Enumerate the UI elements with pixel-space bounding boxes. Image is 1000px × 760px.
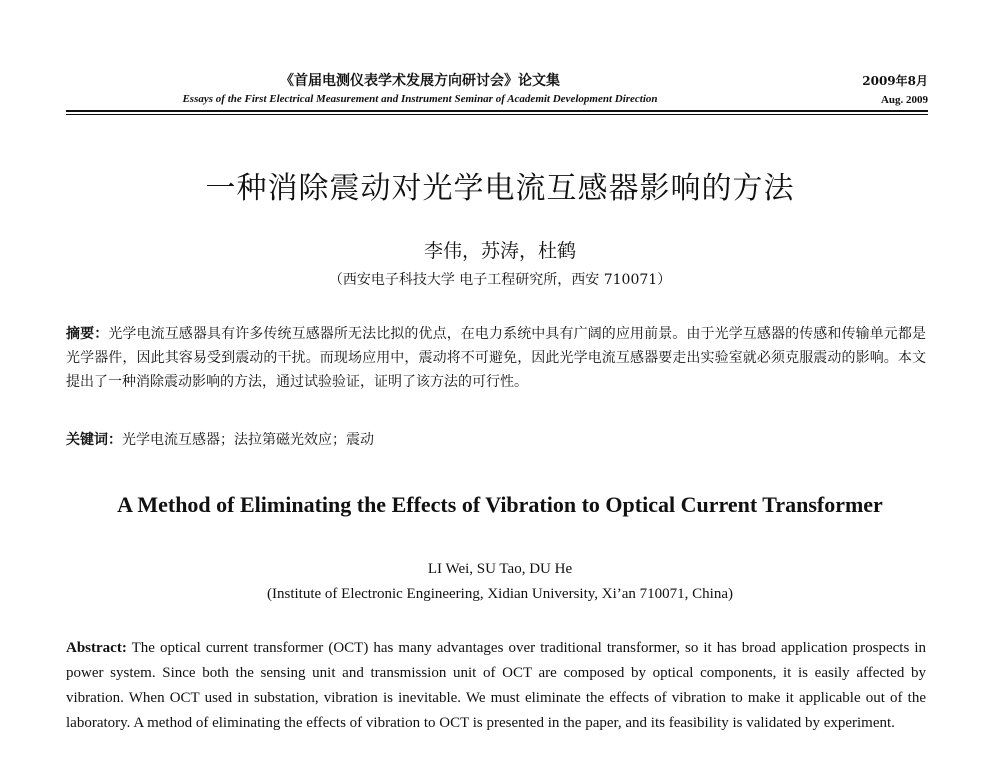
keywords-cn xyxy=(66,428,926,452)
paper-title-cn: 一种消除震动对光学电流互感器影响的方法 xyxy=(205,171,795,206)
abstract-en xyxy=(66,636,926,736)
journal-title-cn: 《首届电测仪表学术发展方向研讨会》论文集 xyxy=(280,73,560,89)
authors-cn: 李伟，苏涛，杜鹤 xyxy=(423,240,576,262)
keywords-cn-label: 关键词： xyxy=(66,432,122,448)
abstract-en-label: Abstract: xyxy=(66,640,127,656)
abstract-en-text: The optical current transformer (OCT) has many advantages over traditional transformer, so it has broad application prospects in power system. Since both the sensing unit and transmission unit of OCT are composed by optical components, it is easily affected by vibration. When OCT used in substation, vibration is inevitable. We must eliminate the effects of vibration to make it applicable out of the laboratory. A method of eliminating the effects of vibration to OCT is presented in the paper, and its feasibility is validated by experiment. xyxy=(66,640,927,731)
header-rule-thick xyxy=(66,110,928,112)
issue-date-cn: 2009年8月 xyxy=(862,74,928,88)
authors-en: LI Wei, SU Tao, DU He xyxy=(427,561,573,577)
issue-date-en: Aug. 2009 xyxy=(880,94,928,106)
abstract-cn-text: 光学电流互感器具有许多传统互感器所无法比拟的优点，在电力系统中具有广阔的应用前景。由于光学互感器的传感和传输单元都是光学器件，因此其容易受到震动的干扰。而现场应用中，震动将不可避免，因此光学电流互感器要走出实验室就必须克服震动的影响。本文提出了一种消除震动影响的方法，通过试验验证，证明了该方法的可行性。 xyxy=(66,326,927,390)
affiliation-cn: （西安电子科技大学 电子工程研究所，西安 710071） xyxy=(328,272,672,288)
abstract-cn xyxy=(66,322,926,394)
header-rule-thin xyxy=(66,114,928,115)
abstract-cn-label: 摘要： xyxy=(66,326,109,342)
paper-title-en: A Method of Eliminating the Effects of Vibration to Optical Current Transformer xyxy=(117,492,883,517)
affiliation-en: (Institute of Electronic Engineering, Xidian University, Xi’an 710071, China) xyxy=(267,586,733,602)
keywords-cn-text: 光学电流互感器；法拉第磁光效应；震动 xyxy=(122,432,374,448)
journal-title-en: Essays of the First Electrical Measurement and Instrument Seminar of Academit Development Direction xyxy=(182,93,658,105)
